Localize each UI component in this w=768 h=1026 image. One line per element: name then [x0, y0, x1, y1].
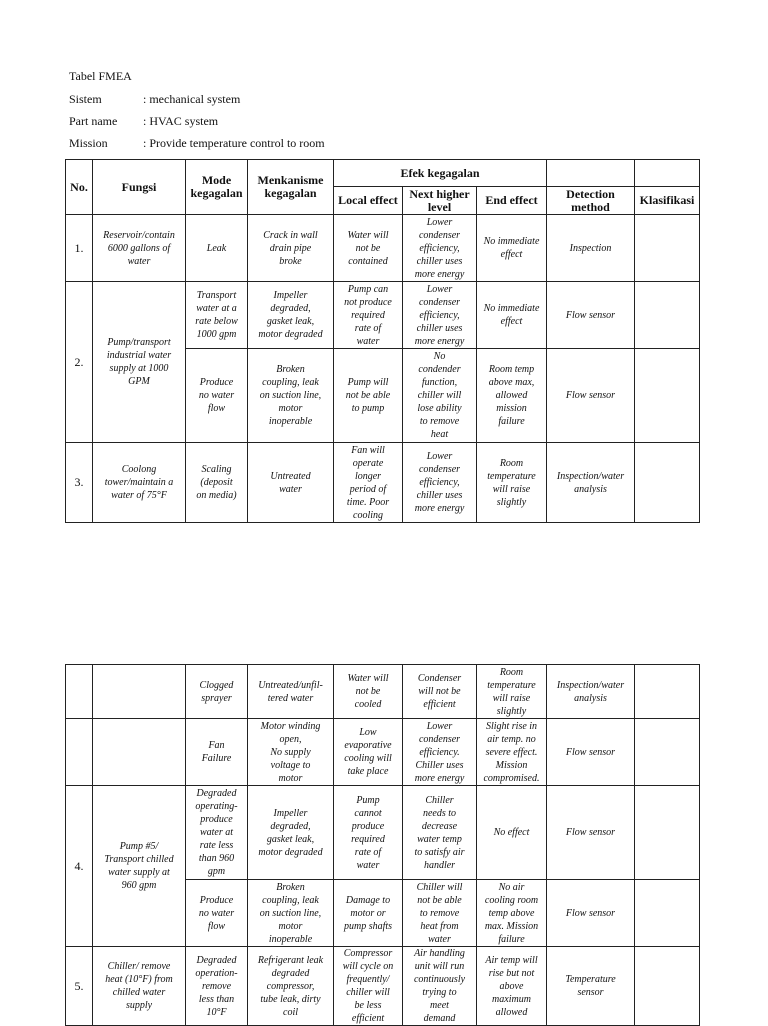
cell-end: No immediate effect	[477, 282, 547, 349]
fmea-table-page-2	[65, 664, 700, 1026]
cell-mode: Transport water at a rate below 1000 gpm	[186, 282, 248, 349]
cell-local: Water will not be contained	[334, 215, 403, 282]
table-row	[66, 215, 700, 282]
cell-detection: Inspection/water analysis	[547, 665, 635, 719]
cell-local: Pump can not produce required rate of water	[334, 282, 403, 349]
cell-detection: Flow sensor	[547, 719, 635, 786]
cell-no: 1.	[66, 215, 93, 282]
cell-fungsi: Reservoir/contain 6000 gallons of water	[93, 215, 186, 282]
table-row	[66, 443, 700, 523]
cell-detection: Temperature sensor	[547, 947, 635, 1026]
cell-end: Air temp will rise but not above maximum allowed	[477, 947, 547, 1026]
cell-fungsi	[93, 665, 186, 719]
cell-mekanisme: Untreated/unfil- tered water	[248, 665, 334, 719]
col-header-detection-top	[547, 160, 635, 187]
cell-detection: Flow sensor	[547, 880, 635, 947]
cell-next: Condenser will not be efficient	[403, 665, 477, 719]
field-value: : HVAC system	[143, 114, 219, 128]
cell-mekanisme: Untreated water	[248, 443, 334, 523]
cell-next: No condender function, chiller will lose ability to remove heat	[403, 349, 477, 443]
cell-mode: Degraded operating- produce water at rate less than 960 gpm	[186, 786, 248, 880]
cell-mekanisme: Crack in wall drain pipe broke	[248, 215, 334, 282]
table-row	[66, 719, 700, 786]
cell-mode: Clogged sprayer	[186, 665, 248, 719]
cell-local: Water will not be cooled	[334, 665, 403, 719]
field-sistem	[69, 92, 241, 106]
cell-klasifikasi	[635, 282, 700, 349]
cell-klasifikasi	[635, 719, 700, 786]
cell-mekanisme: Motor winding open, No supply voltage to motor	[248, 719, 334, 786]
field-label: Mission	[69, 136, 108, 150]
table-row	[66, 947, 700, 1026]
cell-fungsi: Chiller/ remove heat (10°F) from chilled water supply	[93, 947, 186, 1026]
col-header-no: No.	[66, 160, 93, 215]
cell-klasifikasi	[635, 443, 700, 523]
cell-fungsi: Pump/transport industrial water supply at 1000 GPM	[93, 282, 186, 443]
cell-end: No air cooling room temp above max. Mission failure	[477, 880, 547, 947]
cell-klasifikasi	[635, 880, 700, 947]
cell-next: Chiller needs to decrease water temp to satisfy air handler	[403, 786, 477, 880]
cell-detection: Flow sensor	[547, 786, 635, 880]
cell-next: Lower condenser efficiency. Chiller uses more energy	[403, 719, 477, 786]
cell-local: Compressor will cycle on frequently/ chiller will be less efficient	[334, 947, 403, 1026]
cell-mode: Produce no water flow	[186, 880, 248, 947]
cell-local: Fan will operate longer period of time. Poor cooling	[334, 443, 403, 523]
cell-detection: Flow sensor	[547, 349, 635, 443]
cell-end: No immediate effect	[477, 215, 547, 282]
cell-klasifikasi	[635, 349, 700, 443]
cell-no	[66, 719, 93, 786]
cell-local: Damage to motor or pump shafts	[334, 880, 403, 947]
cell-mekanisme: Broken coupling, leak on suction line, motor inoperable	[248, 880, 334, 947]
cell-no: 5.	[66, 947, 93, 1026]
cell-next: Lower condenser efficiency, chiller uses more energy	[403, 282, 477, 349]
cell-no: 2.	[66, 282, 93, 443]
col-header-efek: Efek kegagalan	[334, 160, 547, 187]
table-row	[66, 282, 700, 349]
cell-next: Lower condenser efficiency, chiller uses more energy	[403, 443, 477, 523]
cell-end: Room temp above max, allowed mission failure	[477, 349, 547, 443]
cell-local: Pump cannot produce required rate of water	[334, 786, 403, 880]
cell-mode: Produce no water flow	[186, 349, 248, 443]
cell-end: No effect	[477, 786, 547, 880]
cell-detection: Inspection	[547, 215, 635, 282]
cell-no: 4.	[66, 786, 93, 947]
cell-klasifikasi	[635, 786, 700, 880]
col-header-end: End effect	[477, 187, 547, 215]
cell-end: Slight rise in air temp. no severe effect. Mission compromised.	[477, 719, 547, 786]
cell-next: Air handling unit will run continuously trying to meet demand	[403, 947, 477, 1026]
cell-no	[66, 665, 93, 719]
cell-local: Pump will not be able to pump	[334, 349, 403, 443]
document-title: Tabel FMEA	[69, 69, 132, 83]
cell-next: Lower condenser efficiency, chiller uses more energy	[403, 215, 477, 282]
field-value: : Provide temperature control to room	[143, 136, 325, 150]
cell-mode: Degraded operation- remove less than 10°F	[186, 947, 248, 1026]
cell-mekanisme: Impeller degraded, gasket leak, motor degraded	[248, 786, 334, 880]
cell-mekanisme: Impeller degraded, gasket leak, motor degraded	[248, 282, 334, 349]
cell-mode: Fan Failure	[186, 719, 248, 786]
table-row	[66, 786, 700, 880]
col-header-klasifikasi: Klasifikasi	[635, 187, 700, 215]
field-label: Part name	[69, 114, 118, 128]
cell-local: Low evaporative cooling will take place	[334, 719, 403, 786]
col-header-next: Next higher level	[403, 187, 477, 215]
col-header-fungsi: Fungsi	[93, 160, 186, 215]
cell-mekanisme: Broken coupling, leak on suction line, motor inoperable	[248, 349, 334, 443]
cell-detection: Flow sensor	[547, 282, 635, 349]
cell-fungsi	[93, 719, 186, 786]
col-header-mekanisme: Menkanisme kegagalan	[248, 160, 334, 215]
cell-end: Room temperature will raise slightly	[477, 443, 547, 523]
table-row	[66, 665, 700, 719]
col-header-mode: Mode kegagalan	[186, 160, 248, 215]
cell-detection: Inspection/water analysis	[547, 443, 635, 523]
field-label: Sistem	[69, 92, 102, 106]
cell-mode: Scaling (deposit on media)	[186, 443, 248, 523]
col-header-local: Local effect	[334, 187, 403, 215]
cell-fungsi: Pump #5/ Transport chilled water supply at 960 gpm	[93, 786, 186, 947]
cell-fungsi: Coolong tower/maintain a water of 75°F	[93, 443, 186, 523]
cell-end: Room temperature will raise slightly	[477, 665, 547, 719]
cell-klasifikasi	[635, 947, 700, 1026]
cell-next: Chiller will not be able to remove heat from water	[403, 880, 477, 947]
cell-klasifikasi	[635, 215, 700, 282]
field-part-name	[69, 114, 219, 128]
cell-klasifikasi	[635, 665, 700, 719]
col-header-detection: Detection method	[547, 187, 635, 215]
col-header-klasifikasi-top	[635, 160, 700, 187]
fmea-table-page-1	[65, 159, 700, 523]
field-mission	[69, 136, 325, 150]
cell-mekanisme: Refrigerant leak degraded compressor, tube leak, dirty coil	[248, 947, 334, 1026]
cell-no: 3.	[66, 443, 93, 523]
cell-mode: Leak	[186, 215, 248, 282]
field-value: : mechanical system	[143, 92, 241, 106]
